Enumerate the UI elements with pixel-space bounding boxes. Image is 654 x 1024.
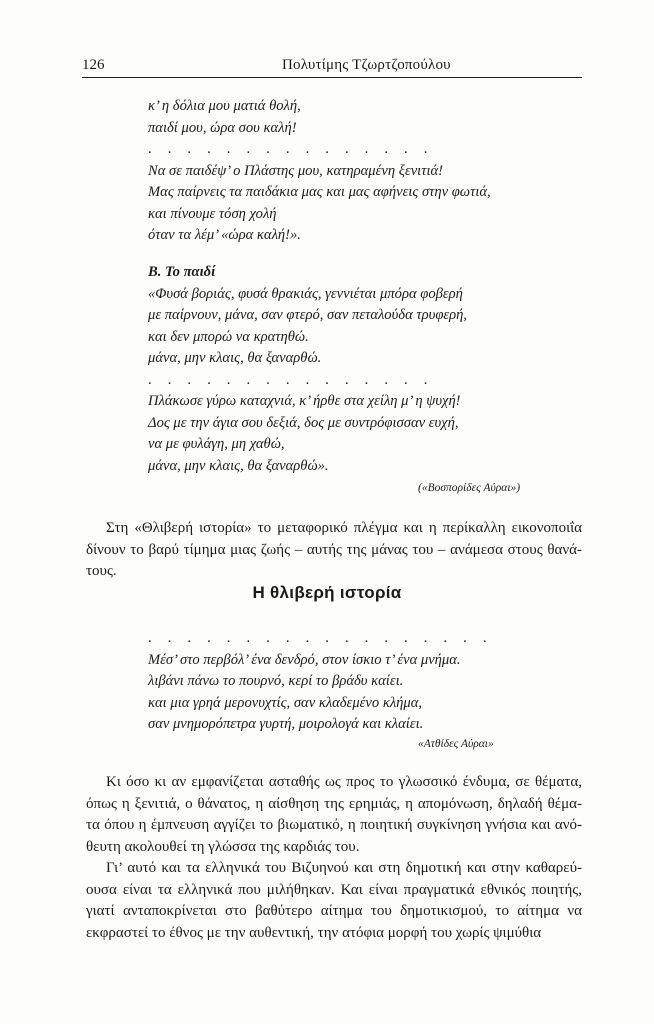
poem-line: και δεν μπορώ να κρατηθώ. <box>148 328 309 345</box>
poem-source-2: «Ατθίδες Αύραι» <box>418 738 494 750</box>
poem-line: παιδί μου, ώρα σου καλή! <box>148 119 297 136</box>
poem-line: και μια γρηά μερονυχτίς, σαν κλαδεμένο κλήμα, <box>148 694 423 711</box>
poem-line: μάνα, μην κλαις, θα ξαναρθώ». <box>148 457 329 474</box>
poem-line: και πίνουμε τόση χολή <box>148 205 277 222</box>
poem-line: Μας παίρνεις τα παιδάκια μας και μας αφήνεις στην φωτιά, <box>148 184 491 200</box>
poem-line: όταν τα λέμ’ «ώρα καλή!». <box>148 227 301 243</box>
poem-line: μάνα, μην κλαις, θα ξαναρθώ. <box>148 350 322 366</box>
body-paragraph-3 <box>86 858 582 944</box>
poem-line: με παίρνουν, μάνα, σαν φτερό, σαν πεταλούδα τρυφερή, <box>148 307 468 323</box>
page-header <box>82 55 582 78</box>
poem-line: «Φυσά βοριάς, φυσά θρακιάς, γεννιέται μπόρα φοβερή <box>148 285 463 302</box>
text-line: δίνουν το βαρύ τίμημα μιας ζωής – αυτής της μάνας του – ανάμεσα στους θανά- <box>86 541 582 558</box>
poem-line: κ’ η δόλια μου ματιά θολή, <box>148 98 301 114</box>
poem-line: Μέσ’ στο περβόλ’ ένα δενδρό, στον ίσκιο τ’ ένα μνήμα. <box>148 651 461 668</box>
ellipsis-dots: . . . . . . . . . . . . . . . <box>148 371 434 388</box>
text-line: τα όπου η έμπνευση αγγίζει το βιωματικό, η ποιητική συγκίνηση γνήσια και ανό- <box>86 817 582 833</box>
text-line: εκφραστεί το έθνος με την αυθεντική, την ατόφια μορφή του χωρίς ψιμύθια <box>86 924 542 941</box>
poem-section-heading: Β. Το παιδί <box>148 264 216 280</box>
body-paragraph-1 <box>86 518 582 583</box>
text-line: θευτη ακολουθεί τη γλώσσα της καρδιάς του. <box>86 838 360 855</box>
ellipsis-dots: . . . . . . . . . . . . . . . <box>148 141 434 157</box>
poem-excerpt-2 <box>148 262 467 477</box>
text-line: ουσα είναι τα ελληνικά που μιλήθηκαν. Και είναι πραγματικά εθνικός ποιητής, <box>86 881 582 898</box>
section-title: Η θλιβερή ιστορία <box>252 583 402 602</box>
text-line: γιατί ανταποκρίνεται στο βαθύτερο αίτημα του δημοτικισμού, το αίτημα να <box>86 903 582 919</box>
running-head: Πολυτίμης Τζωρτζοπούλου <box>282 57 451 73</box>
poem-line: να με φυλάγη, μη χαθώ, <box>148 436 285 452</box>
body-paragraph-2 <box>86 772 582 858</box>
text-line: Κι όσο κι αν εμφανίζεται ασταθής ως προς το γλωσσικό ένδυμα, σε θέματα, <box>106 774 582 790</box>
text-line: Γι’ αυτό και τα ελληνικά του Βιζυηνού και στη δημοτική και στην καθαρεύ- <box>106 860 582 876</box>
poem-line: σαν μνημορόπετρα γυρτή, μοιρολογά και κλαίει. <box>148 716 424 732</box>
poem-line: Δος με την άγια σου δεξιά, δος με συντρόφισσαν ευχή, <box>148 414 459 431</box>
poem-line: λιβάνι πάνω το πουρνό, κερί το βράδυ καίει. <box>148 673 404 689</box>
poem-source-1: («Βοσπορίδες Αύραι») <box>418 482 521 494</box>
poem-line: Πλάκωσε γύρω καταχνιά, κ’ ήρθε στα χείλη μ’ η ψυχή! <box>148 393 461 409</box>
poem-line: Να σε παιδέψ’ ο Πλάστης μου, κατηραμένη ξενιτιά! <box>148 162 444 179</box>
poem-excerpt-3 <box>148 628 493 736</box>
text-line: τους. <box>86 563 117 579</box>
ellipsis-dots: . . . . . . . . . . . . . . . . . . <box>148 630 493 646</box>
text-line: Στη «Θλιβερή ιστορία» το μεταφορικό πλέγμα και η περίκαλλη εικονοποιΐα <box>106 520 582 536</box>
poem-excerpt-1 <box>148 96 491 247</box>
text-line: όπως η ξενιτιά, ο θάνατος, η αίσθηση της ερημιάς, η απομόνωση, δηλαδή θέμα- <box>86 795 582 812</box>
page-number: 126 <box>82 57 105 73</box>
